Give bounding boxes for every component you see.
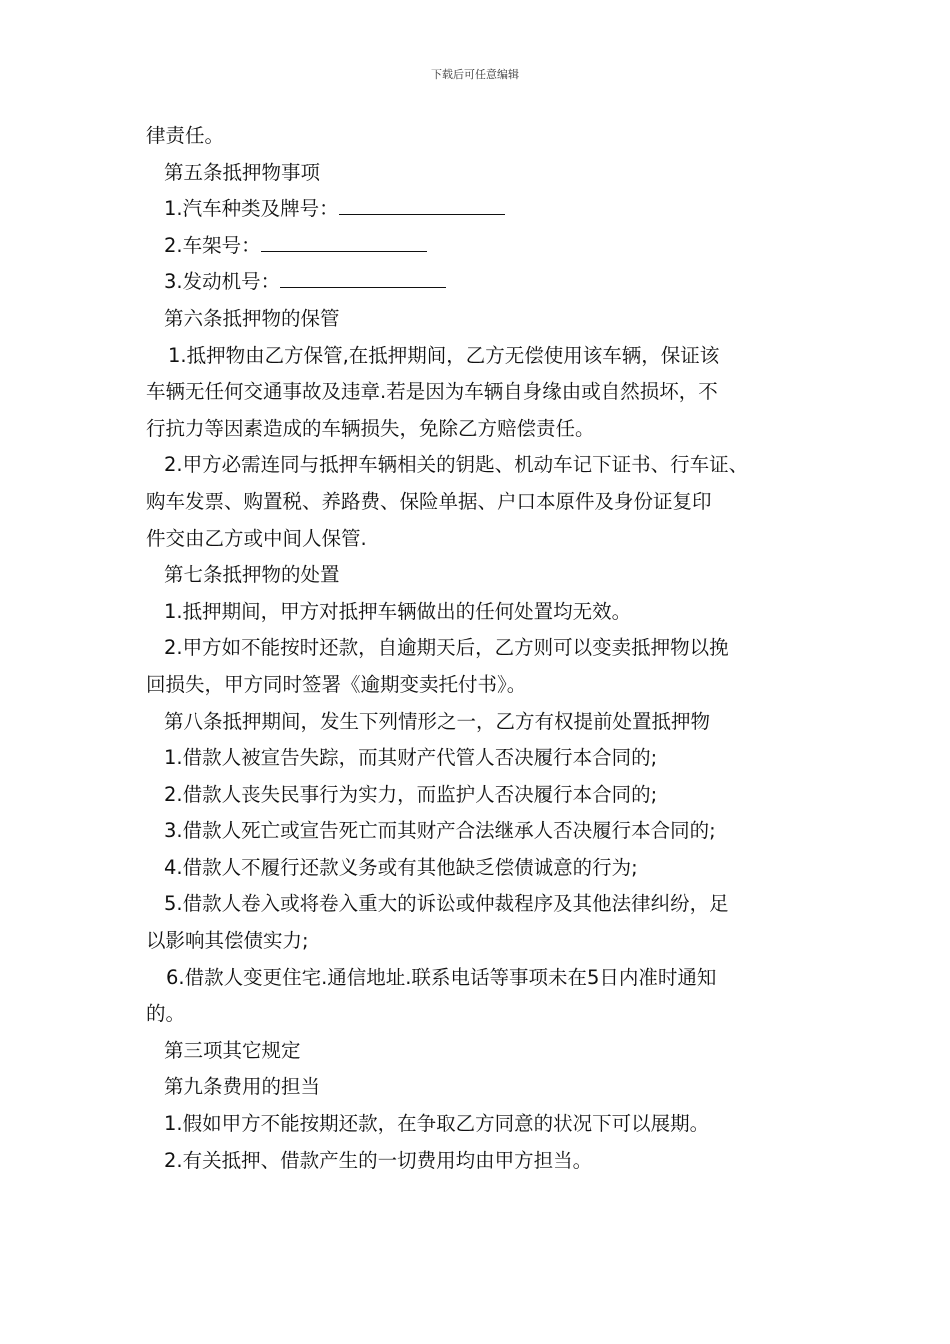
paragraph: 1.抵押期间，甲方对抵押车辆做出的任何处置均无效。 — [164, 599, 632, 623]
field-engine-number — [146, 264, 812, 301]
text-line: 行抗力等因素造成的车辆损失，免除乙方赔偿责任。 — [146, 416, 595, 440]
page-header: 下载后可任意编辑 — [431, 68, 519, 81]
paragraph: 2.借款人丧失民事行为实力，而监护人否决履行本合同的; — [164, 782, 658, 806]
paragraph-7-2 — [146, 630, 812, 703]
section-heading-part-3: 第三项其它规定 — [164, 1038, 301, 1062]
section-heading-article-9: 第九条费用的担当 — [164, 1075, 321, 1099]
blank-line — [339, 195, 505, 215]
field-label: 2.车架号： — [164, 233, 261, 257]
field-label: 1.汽车种类及牌号： — [164, 197, 339, 221]
paragraph-6-2 — [146, 447, 812, 557]
text-line: 回损失，甲方同时签署《逾期变卖托付书》。 — [146, 672, 527, 696]
text-line: 的。 — [146, 1002, 186, 1026]
text-line: 1.抵押物由乙方保管,在抵押期间，乙方无偿使用该车辆，保证该 — [168, 343, 720, 367]
paragraph-8-5 — [146, 886, 812, 959]
paragraph-6-1 — [146, 338, 812, 448]
field-frame-number — [146, 228, 812, 265]
field-vehicle-type-plate — [146, 191, 812, 228]
section-heading-article-6: 第六条抵押物的保管 — [164, 306, 340, 330]
paragraph: 2.有关抵押、借款产生的一切费用均由甲方担当。 — [164, 1148, 593, 1172]
field-label: 3.发动机号： — [164, 270, 281, 294]
paragraph: 3.借款人死亡或宣告死亡而其财产合法继承人否决履行本合同的; — [164, 819, 716, 843]
paragraph: 1.假如甲方不能按期还款，在争取乙方同意的状况下可以展期。 — [164, 1112, 710, 1136]
text-line: 车辆无任何交通事故及违章.若是因为车辆自身缘由或自然损坏，不 — [146, 380, 718, 404]
paragraph-8-6 — [146, 960, 812, 1033]
document-body — [146, 118, 812, 1179]
blank-line — [280, 268, 446, 288]
paragraph: 1.借款人被宣告失踪，而其财产代管人否决履行本合同的; — [164, 746, 658, 770]
paragraph: 4.借款人不履行还款义务或有其他缺乏偿债诚意的行为; — [164, 855, 638, 879]
text-line: 购车发票、购置税、养路费、保险单据、户口本原件及身份证复印 — [146, 489, 712, 513]
text-line: 件交由乙方或中间人保管. — [146, 526, 367, 550]
text-line: 6.借款人变更住宅.通信地址.联系电话等事项未在5日内准时通知 — [166, 965, 717, 989]
section-heading-article-8: 第八条抵押期间，发生下列情形之一，乙方有权提前处置抵押物 — [164, 709, 711, 733]
blank-line — [261, 232, 427, 252]
section-heading-article-7: 第七条抵押物的处置 — [164, 563, 340, 587]
text-line: 2.甲方如不能按时还款，自逾期天后，乙方则可以变卖抵押物以挽 — [164, 636, 729, 660]
section-heading-article-5: 第五条抵押物事项 — [164, 160, 321, 184]
text-line: 2.甲方必需连同与抵押车辆相关的钥匙、机动车记下证书、行车证、 — [164, 453, 749, 477]
text-line: 5.借款人卷入或将卷入重大的诉讼或仲裁程序及其他法律纠纷，足 — [164, 892, 729, 916]
paragraph: 律责任。 — [146, 124, 225, 147]
text-line: 以影响其偿债实力; — [146, 929, 309, 953]
